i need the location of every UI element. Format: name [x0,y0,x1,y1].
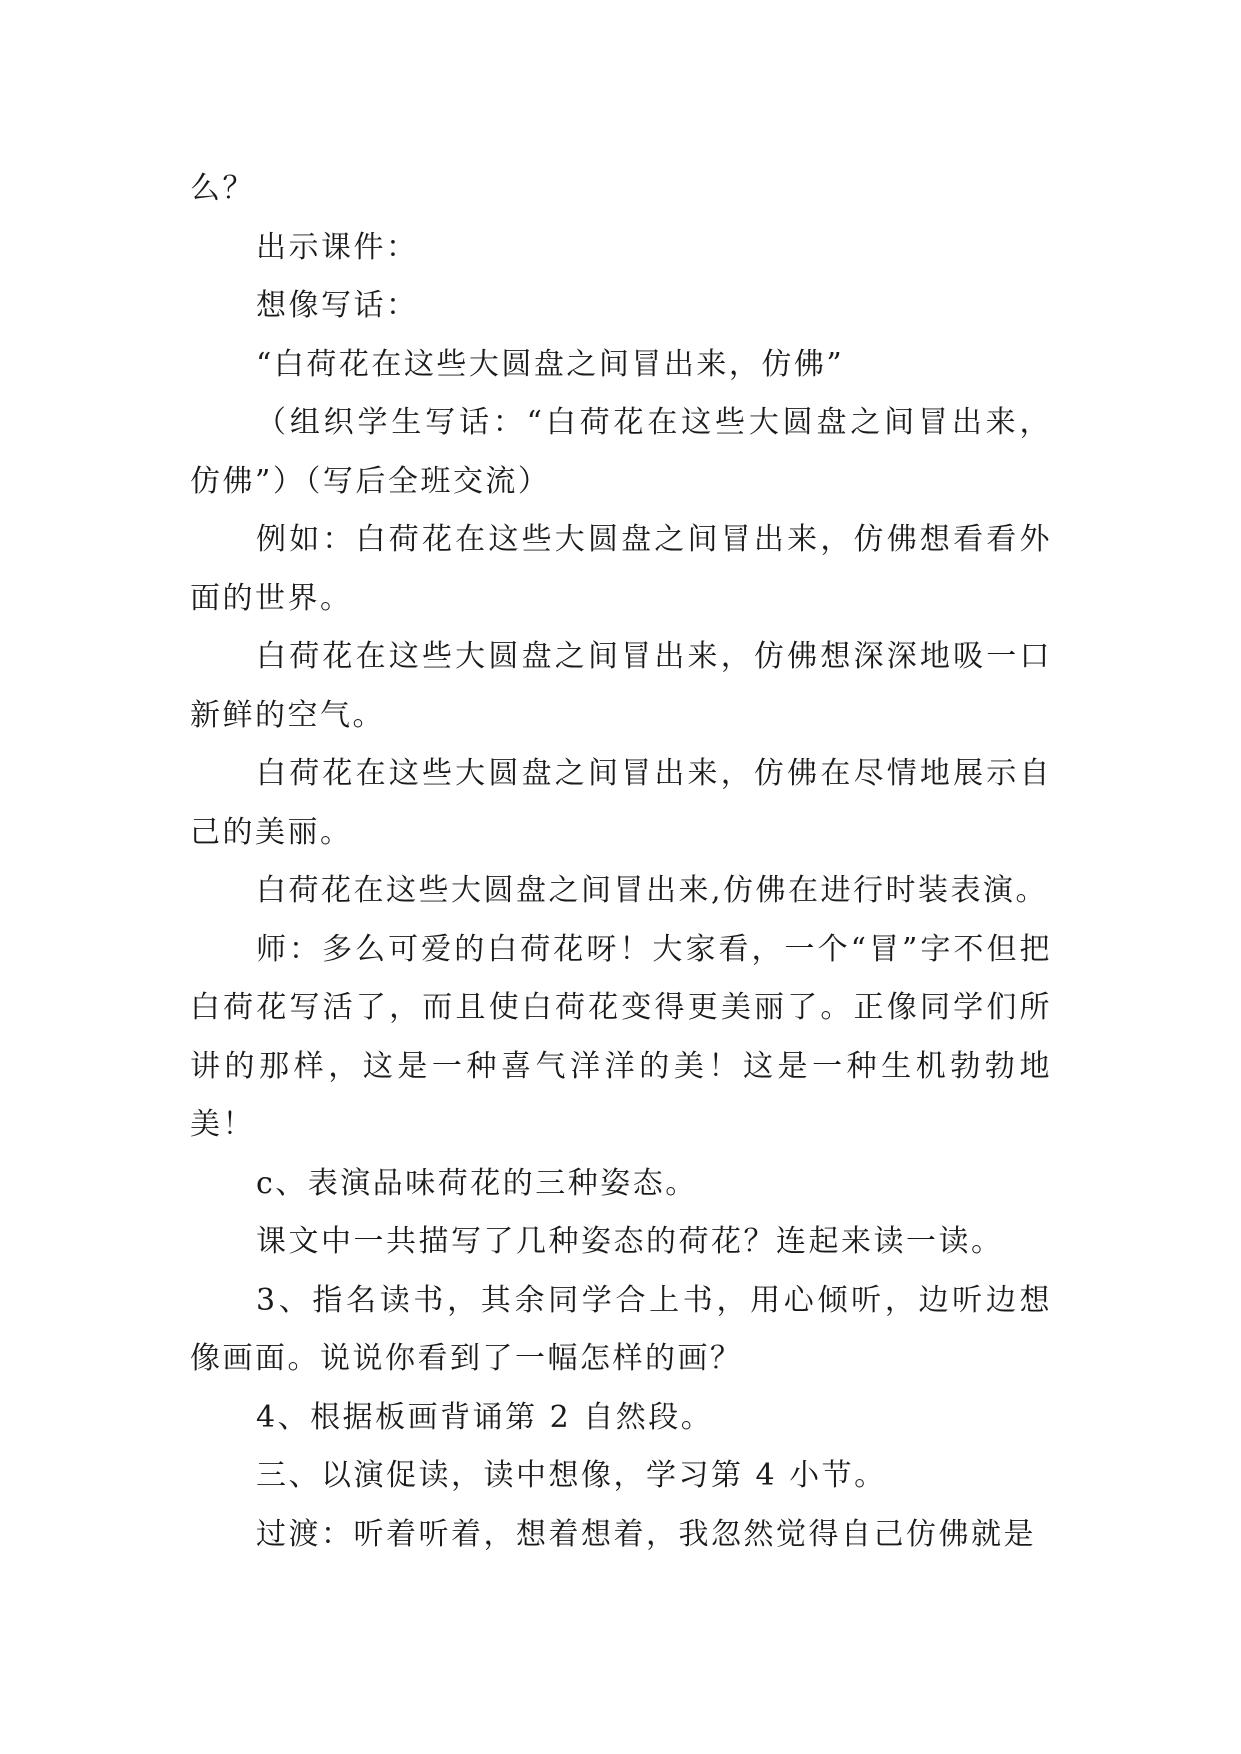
paragraph: c、表演品味荷花的三种姿态。 [256,1165,698,1201]
paragraph: “白荷花在这些大圆盘之间冒出来，仿佛” [256,346,845,382]
paragraph: 4、根据板画背诵第 2 自然段。 [256,1399,714,1435]
paragraph: 白荷花在这些大圆盘之间冒出来，仿佛想深深地吸一口新鲜的空气。 [190,639,1052,733]
paragraph: 例如：白荷花在这些大圆盘之间冒出来，仿佛想看看外面的世界。 [190,522,1052,616]
paragraph: 课文中一共描写了几种姿态的荷花？连起来读一读。 [256,1224,1004,1259]
paragraph: 过渡：听着听着，想着想着，我忽然觉得自己仿佛就是 [256,1516,1036,1552]
paragraph: 三、以演促读，读中想像，学习第 4 小节。 [256,1458,887,1493]
paragraph: 师：多么可爱的白荷花呀！大家看，一个“冒”字不但把白荷花写活了，而且使白荷花变得更美丽了。正像同学们所讲的那样，这是一种喜气洋洋的美！这是一种生机勃勃地美！ [190,931,1052,1142]
paragraph: 出示课件： [256,229,419,265]
paragraph: 白荷花在这些大圆盘之间冒出来，仿佛在尽情地展示自己的美丽。 [190,756,1052,850]
paragraph: 想像写话： [256,288,419,323]
paragraph: （组织学生写话：“白荷花在这些大圆盘之间冒出来，仿佛”）（写后全班交流） [190,405,1052,499]
document-page [190,160,1052,1564]
paragraph: 3、指名读书，其余同学合上书，用心倾听，边听边想像画面。说说你看到了一幅怎样的画？ [190,1282,1052,1376]
paragraph: 白荷花在这些大圆盘之间冒出来,仿佛在进行时装表演。 [256,873,1049,908]
paragraph: 么？ [190,171,255,206]
